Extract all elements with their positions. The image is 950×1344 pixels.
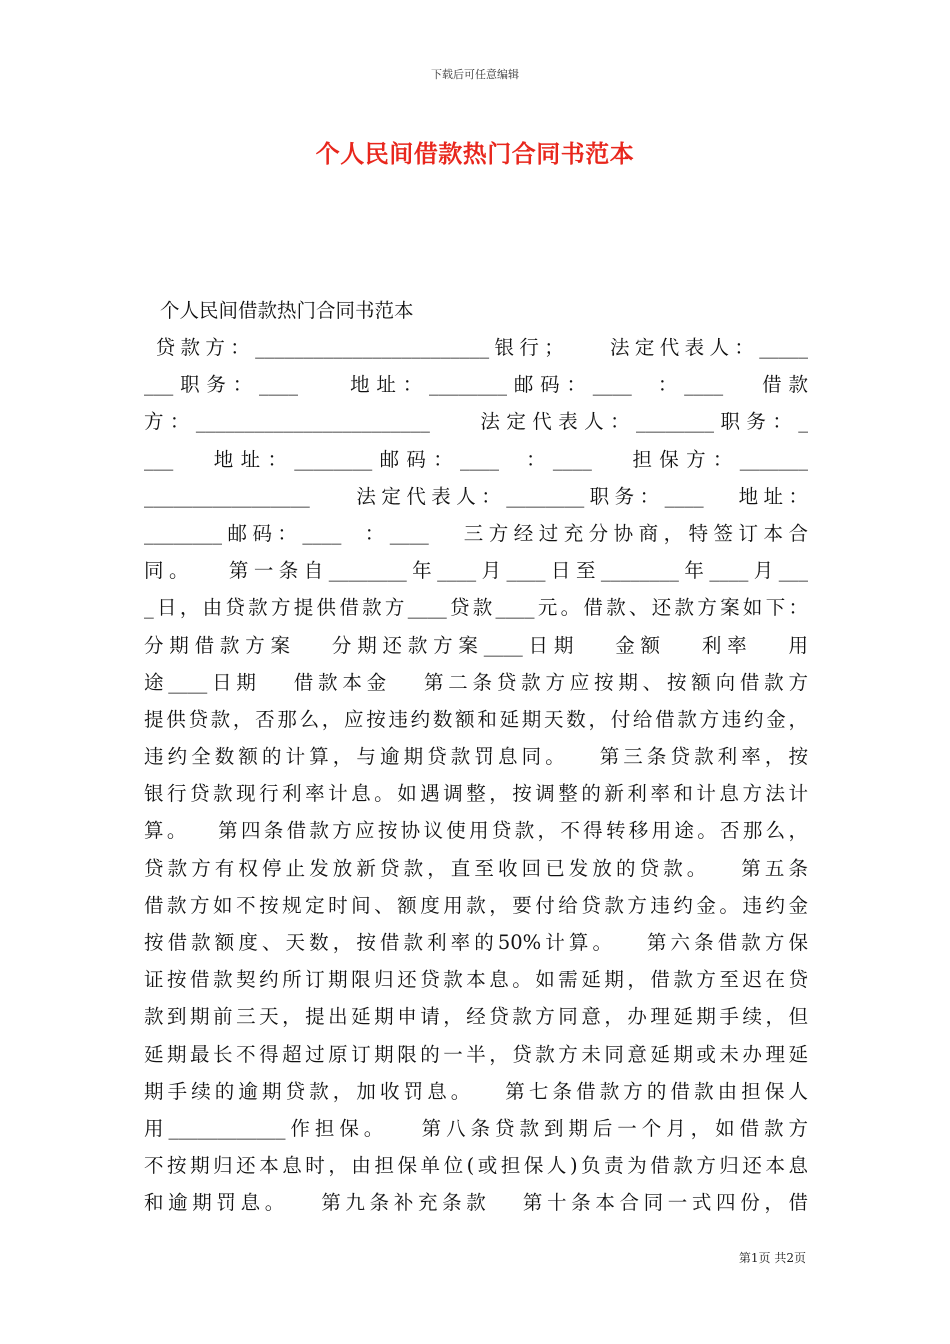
page-number: 第1页 共2页 [738, 1251, 806, 1265]
document-title: 个人民间借款热门合同书范本 [315, 139, 635, 168]
body-line: 分期借款方案 分期还款方案____日期 金额 利率 用 [144, 633, 808, 657]
body-line: ___职务：____ 地址：________邮码：____ ：____ 借款 [144, 373, 808, 397]
body-line: _日，由贷款方提供借款方____贷款____元。借款、还款方案如下： [144, 596, 808, 620]
document-subtitle: 个人民间借款热门合同书范本 [160, 299, 414, 322]
body-line: ________邮码：____ ：____ 三方经过充分协商，特签订本合 [144, 521, 808, 545]
body-line: 贷款方有权停止发放新贷款，直至收回已发放的贷款。 第五条 [144, 856, 808, 880]
body-line: 贷款方：________________________银行； 法定代表人：_____ [144, 336, 808, 359]
body-line: 银行贷款现行利率计息。如遇调整，按调整的新利率和计息方法计 [144, 782, 808, 806]
body-line: 算。 第四条借款方应按协议使用贷款，不得转移用途。否那么， [144, 819, 808, 843]
body-line: 和逾期罚息。 第九条补充条款 第十条本合同一式四份，借 [144, 1191, 808, 1215]
body-line: _________________ 法定代表人：________职务：____ 地址： [144, 484, 808, 508]
header-note: 下载后可任意编辑 [431, 68, 519, 81]
body-line: 借款方如不按规定时间、额度用款，要付给贷款方违约金。违约金 [144, 893, 808, 917]
body-line: 违约全数额的计算，与逾期贷款罚息同。 第三条贷款利率，按 [144, 745, 808, 769]
body-line: 同。 第一条自________年____月____日至________年____月___ [144, 559, 808, 583]
body-line: 途____日期 借款本金 第二条贷款方应按期、按额向借款方 [144, 670, 808, 694]
body-line: 提供贷款，否那么，应按违约数额和延期天数，付给借款方违约金， [144, 707, 808, 731]
body-line: 方：________________________ 法定代表人：________职务：_ [144, 410, 808, 434]
body-line: 款到期前三天，提出延期申请，经贷款方同意，办理延期手续，但 [144, 1005, 808, 1029]
body-line: 不按期归还本息时，由担保单位(或担保人)负责为借款方归还本息 [144, 1154, 808, 1178]
body-line: 期手续的逾期贷款，加收罚息。 第七条借款方的借款由担保人 [144, 1079, 808, 1103]
body-line: 用____________作担保。 第八条贷款到期后一个月，如借款方 [144, 1116, 808, 1140]
body-line: ___ 地址：________邮码：____ ：____ 担保方：_______ [144, 447, 808, 471]
body-line: 按借款额度、天数，按借款利率的50%计算。 第六条借款方保 [144, 931, 808, 954]
body-line: 延期最长不得超过原订期限的一半，贷款方未同意延期或未办理延 [144, 1042, 808, 1066]
body-line: 证按借款契约所订期限归还贷款本息。如需延期，借款方至迟在贷 [144, 968, 808, 992]
document-body [144, 292, 808, 1222]
